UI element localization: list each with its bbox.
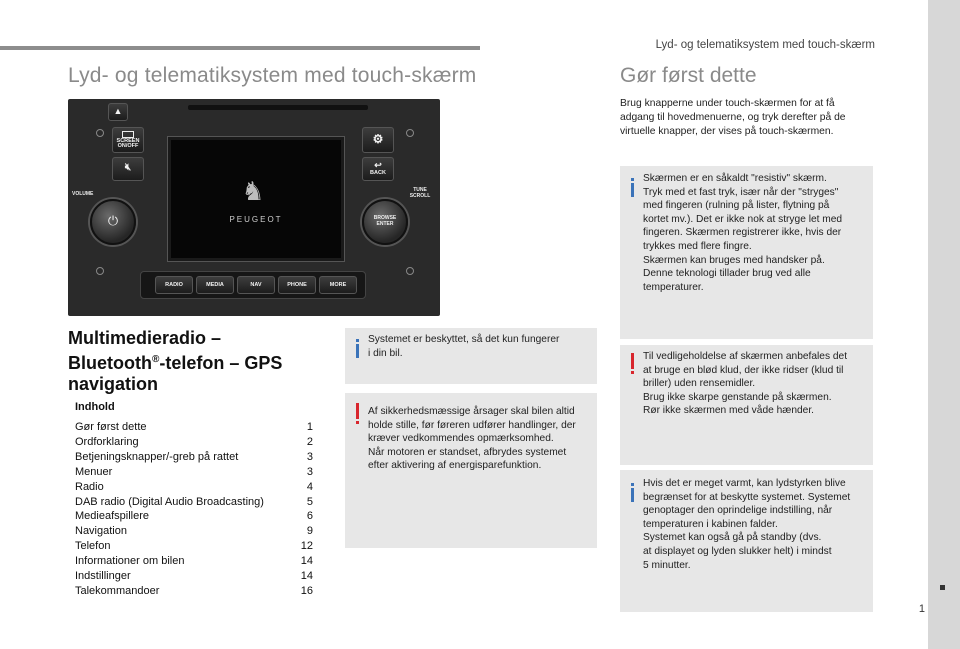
info-icon [356, 339, 359, 342]
volume-knob [90, 199, 136, 245]
toc-row[interactable]: DAB radio (Digital Audio Broadcasting) 5 [75, 495, 313, 508]
warning-icon [356, 421, 359, 424]
toc-row[interactable]: Gør først dette 1 [75, 421, 313, 433]
info-icon [631, 178, 634, 181]
screen-onoff-button: SCREEN ON/OFF [112, 127, 144, 153]
peugeot-lion-icon: ♞ [241, 176, 265, 206]
radio-illustration [68, 99, 440, 316]
cd-slot [188, 105, 368, 110]
settings-button [362, 127, 394, 153]
power-icon: ⏻ [107, 213, 119, 228]
warning-icon [631, 353, 634, 369]
info-icon [356, 344, 359, 358]
side-marker [940, 585, 945, 590]
page-number: 1 [918, 603, 925, 615]
radio-screen [168, 137, 344, 261]
mute-icon: 🔇︎ [124, 162, 132, 173]
warning-icon [356, 403, 359, 419]
info-icon [631, 183, 634, 197]
browse-knob: BROWSE ENTER [362, 199, 408, 245]
screw-icon [96, 267, 104, 275]
back-button: ↩ BACK [362, 157, 394, 181]
toc-row[interactable]: Ordforklaring 2 [75, 435, 313, 448]
toc-row[interactable]: Talekommandoer 16 [75, 584, 313, 597]
warning-icon [631, 371, 634, 374]
info-icon [631, 483, 634, 486]
gear-icon: ⚙ [372, 132, 384, 146]
toc-row[interactable]: Radio 4 [75, 480, 313, 493]
media-button: MEDIA [196, 276, 234, 294]
radio-button: RADIO [155, 276, 193, 294]
toc-row[interactable]: Indstillinger 14 [75, 570, 313, 583]
intro-text: Brug knapperne under touch-skærmen for at få adgang til hovedmenuerne, og tryk derefter på de virtuelle knapper, der vises på touch-skærmen. [620, 98, 846, 137]
toc-row[interactable]: Betjeningsknapper/-greb på rattet 3 [75, 450, 313, 463]
eject-icon: ▲ [113, 106, 123, 116]
eject-button [108, 103, 128, 121]
toc-row[interactable]: Informationer om bilen 14 [75, 555, 313, 568]
toc-row[interactable]: Telefon 12 [75, 540, 313, 553]
info-note: Hvis det er meget varmt, kan lydstyrken blive begrænset for at beskytte systemet. Systemet genoptager den oprindelige indstilling, når temperaturen i kabinen falder. Systemet kan også gå på standby (dvs. at displayet og lyden slukker helt) i mindst 5 minutter. [620, 470, 873, 612]
radio-brand: PEUGEOT [229, 215, 283, 224]
subtitle: Multimedieradio – Bluetooth®-telefon – GPS navigation [68, 328, 283, 394]
table-of-contents [75, 420, 313, 599]
nav-button: NAV [237, 276, 275, 294]
screw-icon [406, 267, 414, 275]
mute-button [112, 157, 144, 181]
warning-note: Til vedligeholdelse af skærmen anbefales det at bruge en blød klud, der ikke ridser (klud til briller) uden rensemidler. Brug ikke skarpe genstande på skærmen. Rør ikke skærmen med våde hænder. [620, 345, 873, 465]
top-rule [0, 46, 480, 50]
screw-icon [96, 129, 104, 137]
toc-heading: Indhold [75, 401, 115, 413]
screw-icon [406, 129, 414, 137]
volume-label: VOLUME [72, 191, 94, 197]
toc-row[interactable]: Medieafspillere 6 [75, 510, 313, 523]
toc-row[interactable]: Menuer 3 [75, 465, 313, 478]
phone-button: PHONE [278, 276, 316, 294]
running-header: Lyd- og telematiksystem med touch-skærm [655, 39, 875, 51]
info-icon [631, 488, 634, 502]
more-button: MORE [319, 276, 357, 294]
section-title: Gør først dette [620, 64, 757, 87]
side-strip [928, 0, 960, 649]
back-icon: ↩ [374, 160, 382, 170]
tune-scroll-label: TUNE SCROLL [409, 187, 431, 199]
screen-icon [122, 131, 134, 138]
info-note: Skærmen er en såkaldt "resistiv" skærm. Tryk med et fast tryk, især når der "stryges" med fingeren (rulning på lister, flytning på kortet mv.). Det er ikke nok at stryge let med fingeren. Skærmen registrerer ikke, hvis der trykkes med flere fingre. Skærmen kan bruges med handsker på. Denne teknologi tillader brug ved alle temperaturer. [620, 166, 873, 339]
info-note: Systemet er beskyttet, så det kun fungerer i din bil. [345, 328, 597, 384]
menu-button-bar [140, 271, 366, 299]
page-title: Lyd- og telematiksystem med touch-skærm [68, 64, 477, 87]
toc-row[interactable]: Navigation 9 [75, 525, 313, 538]
warning-note: Af sikkerhedsmæssige årsager skal bilen altid holde stille, før føreren udfører handlinger, der kræver vedkommendes opmærksomhed. Når motoren er standset, afbrydes systemet efter aktivering af energisparefunktion. [345, 393, 597, 548]
